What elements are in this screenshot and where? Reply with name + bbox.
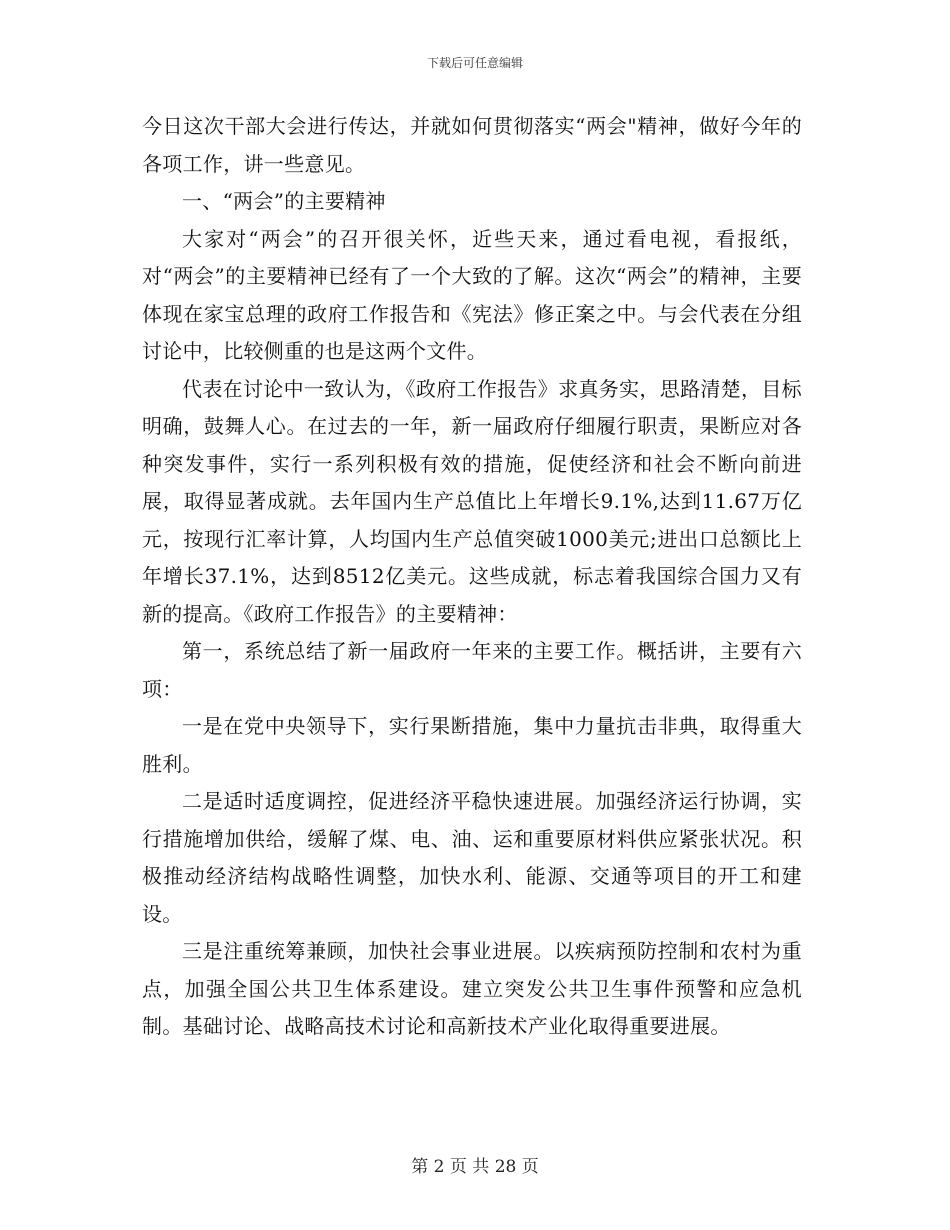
paragraph: 一是在党中央领导下，实行果断措施，集中力量抗击非典，取得重大胜利。 bbox=[142, 714, 802, 776]
paragraph: 今日这次干部大会进行传达，并就如何贯彻落实“两会"精神，做好今年的各项工作，讲一些意见。 bbox=[142, 114, 802, 176]
document-body bbox=[142, 108, 802, 1046]
paragraph: 三是注重统筹兼顾，加快社会事业进展。以疾病预防控制和农村为重点，加强全国公共卫生体系建设。建立突发公共卫生事件预警和应急机制。基础讨论、战略高技术讨论和高新技术产业化取得重要进展。 bbox=[142, 939, 802, 1038]
paragraph: 大家对“两会”的召开很关怀，近些天来，通过看电视，看报纸，对“两会”的主要精神已经有了一个大致的了解。这次“两会”的精神，主要体现在家宝总理的政府工作报告和《宪法》修正案之中。与会代表在分组讨论中，比较侧重的也是这两个文件。 bbox=[142, 226, 802, 363]
page-number-footer: 第 2 页 共 28 页 bbox=[411, 1157, 539, 1177]
paragraph: 二是适时适度调控，促进经济平稳快速进展。加强经济运行协调，实行措施增加供给，缓解了煤、电、油、运和重要原材料供应紧张状况。积极推动经济结构战略性调整，加快水利、能源、交通等项目的开工和建设。 bbox=[142, 789, 802, 926]
section-heading: 一、“两会”的主要精神 bbox=[182, 189, 386, 213]
paragraph: 第一，系统总结了新一届政府一年来的主要工作。概括讲，主要有六项： bbox=[142, 639, 802, 701]
paragraph: 代表在讨论中一致认为，《政府工作报告》求真务实，思路清楚，目标明确，鼓舞人心。在过去的一年，新一届政府仔细履行职责，果断应对各种突发事件，实行一系列积极有效的措施，促使经济和社会不断向前进展，取得显著成就。去年国内生产总值比上年增长9.1%,达到11.67万亿元，按现行汇率计算，人均国内生产总值突破1000美元;进出口总额比上年增长37.1%，达到8512亿美元。这些成就，标志着我国综合国力又有新的提高。《政府工作报告》的主要精神： bbox=[142, 376, 802, 626]
page-header: 下载后可任意编辑 bbox=[426, 56, 523, 70]
